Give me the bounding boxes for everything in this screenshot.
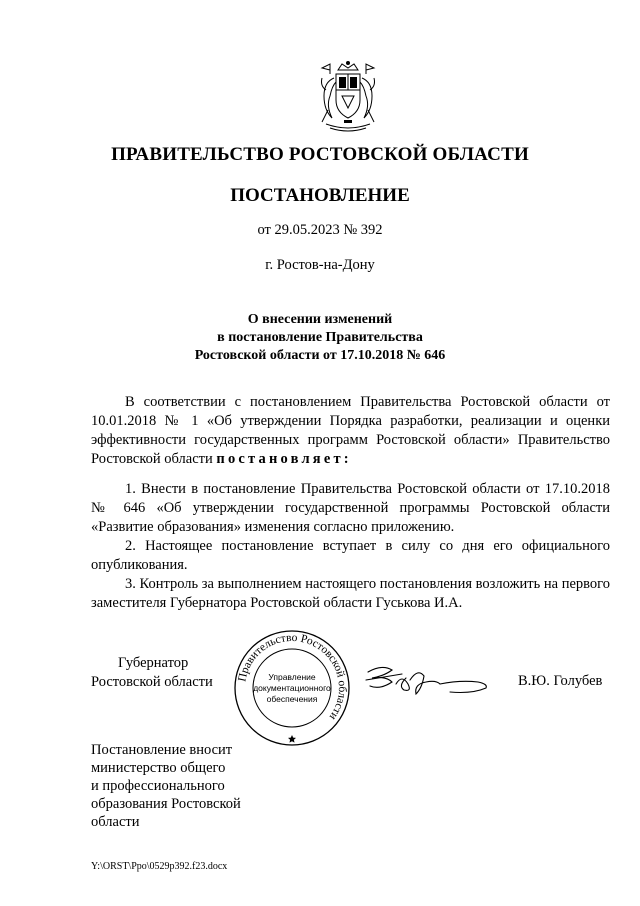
signatory-position <box>91 654 213 692</box>
subject-line-1: О внесении изменений <box>247 312 393 327</box>
stamp-outer-text: Правительство Ростовской области <box>236 631 349 723</box>
decree-word: постановляет: <box>216 451 352 467</box>
item-2: 2. Настоящее постановление вступает в силу со дня его официального опубликования. <box>91 538 610 573</box>
preamble <box>91 393 610 469</box>
note-line-5: области <box>91 814 140 830</box>
subject-line-3: Ростовской области от 17.10.2018 № 646 <box>194 348 446 363</box>
resolution-items <box>91 480 610 613</box>
position-line-1: Губернатор <box>118 655 189 671</box>
stamp-inner-line-2: документационного <box>253 683 331 693</box>
star-icon <box>288 735 296 743</box>
note-line-1: Постановление вносит <box>91 742 233 758</box>
coat-of-arms-icon <box>316 60 380 134</box>
item-1: 1. Внести в постановление Правительства Ростовской области от 17.10.2018 № 646 «Об утверждении государственной программы Ростовской области «Развитие образования» изменения согласно приложению. <box>91 481 610 535</box>
position-line-2: Ростовской области <box>91 674 213 690</box>
note-line-4: образования Ростовской <box>91 796 241 812</box>
note-line-2: министерство общего <box>91 760 226 776</box>
document-type: ПОСТАНОВЛЕНИЕ <box>230 185 410 206</box>
item-3: 3. Контроль за выполнением настоящего постановления возложить на первого заместителя Губернатора Ростовской области Гуськова И.А. <box>91 576 610 611</box>
signatory-name: В.Ю. Голубев <box>518 673 603 689</box>
file-path: Y:\ORST\Ppo\0529p392.f23.docx <box>91 861 228 872</box>
official-stamp <box>232 628 352 748</box>
government-title: ПРАВИТЕЛЬСТВО РОСТОВСКОЙ ОБЛАСТИ <box>111 144 529 165</box>
city: г. Ростов-на-Дону <box>265 257 375 273</box>
subject-line-2: в постановление Правительства <box>217 330 423 345</box>
document-subject <box>0 311 640 365</box>
preamble-text: В соответствии с постановлением Правительства Ростовской области от 10.01.2018 № 1 «Об утверждении Порядка разработки, реализации и оценки эффективности государственных программ Ростовской области» Правительство Ростовской области <box>91 394 610 467</box>
stamp-inner-line-3: обеспечения <box>266 694 318 704</box>
note-line-3: и профессионального <box>91 778 225 794</box>
date-number: от 29.05.2023 № 392 <box>257 222 383 238</box>
handwritten-signature <box>362 660 492 700</box>
submitter-note <box>91 741 241 831</box>
stamp-inner-line-1: Управление <box>268 672 316 682</box>
